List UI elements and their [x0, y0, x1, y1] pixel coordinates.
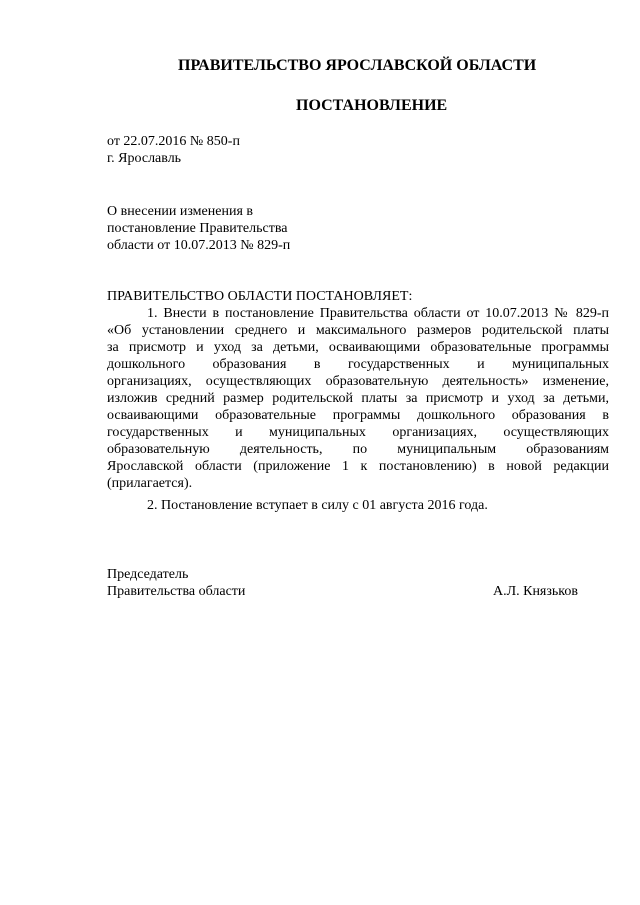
item-1-line: изложив средний размер родительской платы за присмотр и уход за детьми,: [107, 391, 609, 406]
preamble: ПРАВИТЕЛЬСТВО ОБЛАСТИ ПОСТАНОВЛЯЕТ:: [107, 289, 413, 304]
signature-name: А.Л. Князьков: [493, 584, 578, 599]
date-number: от 22.07.2016 № 850-п: [107, 134, 240, 149]
subject-line: области от 10.07.2013 № 829-п: [107, 238, 291, 253]
city: г. Ярославль: [107, 151, 182, 166]
item-1-line: дошкольного образования в государственных и муниципальных: [107, 357, 609, 372]
item-1-line: Ярославской области (приложение 1 к постановлению) в новой редакции: [107, 459, 609, 474]
item-1-line: за присмотр и уход за детьми, осваивающими образовательные программы: [107, 340, 609, 355]
item-1-line: «Об установлении среднего и максимального размеров родительской платы: [107, 323, 609, 338]
government-heading: ПРАВИТЕЛЬСТВО ЯРОСЛАВСКОЙ ОБЛАСТИ: [178, 57, 537, 74]
item-2: 2. Постановление вступает в силу с 01 августа 2016 года.: [147, 498, 488, 513]
signature-title: Председатель: [107, 567, 189, 582]
document-type-heading: ПОСТАНОВЛЕНИЕ: [296, 97, 448, 114]
subject-line: постановление Правительства: [107, 221, 288, 236]
item-1-line: государственных и муниципальных организациях, осуществляющих: [107, 425, 609, 440]
item-1-line: (прилагается).: [107, 476, 193, 491]
signature-title: Правительства области: [107, 584, 246, 599]
item-1-line: осваивающими образовательные программы дошкольного образования в: [107, 408, 609, 423]
subject-line: О внесении изменения в: [107, 204, 253, 219]
item-1-line: организациях, осуществляющих образовательную деятельность» изменение,: [107, 374, 609, 389]
item-1-line: 1. Внести в постановление Правительства области от 10.07.2013 № 829-п: [147, 306, 609, 321]
item-1-line: образовательную деятельность, по муниципальным образованиям: [107, 442, 609, 457]
